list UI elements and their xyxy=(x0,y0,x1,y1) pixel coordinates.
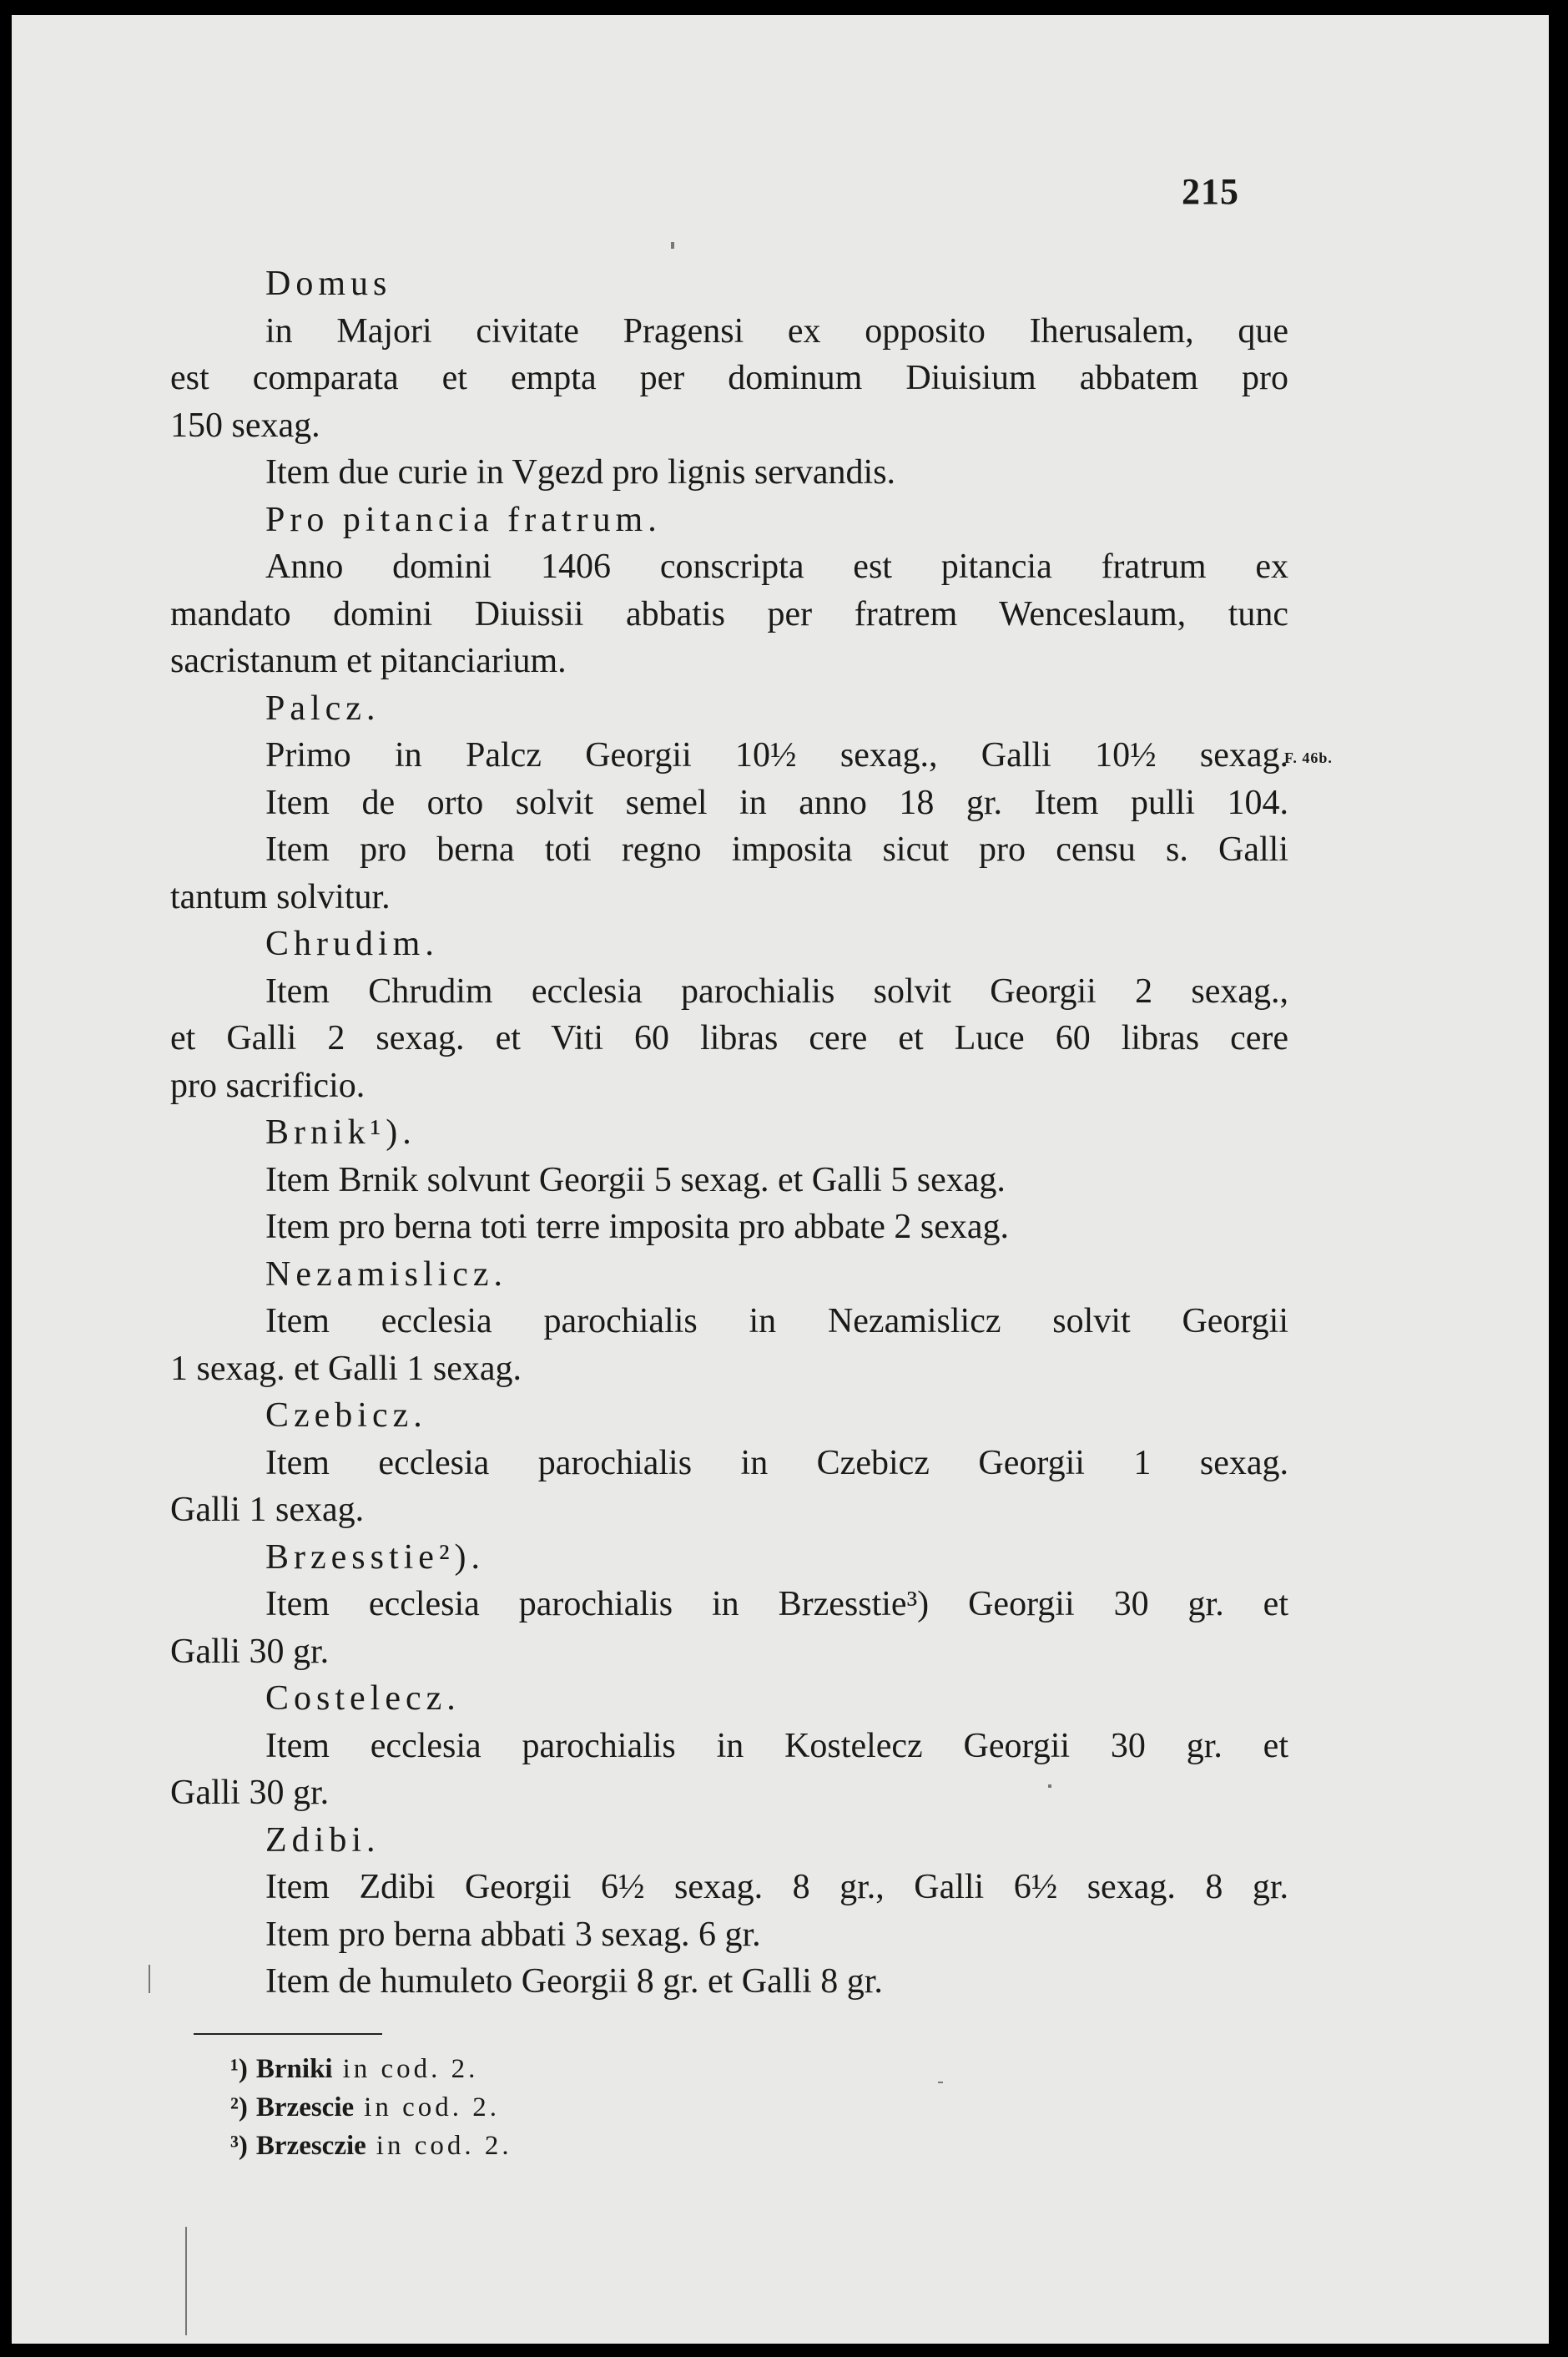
text-line: Item de humuleto Georgii 8 gr. et Galli 8 gr. xyxy=(265,1962,883,2001)
footnote xyxy=(230,2050,512,2088)
text-line: Item ecclesia parochialis in Czebicz Georgii 1 sexag. xyxy=(265,1443,1288,1482)
text-line: 150 sexag. xyxy=(170,406,320,445)
footnote-reference: in cod. 2. xyxy=(342,2054,479,2084)
footnote-mark: ¹) xyxy=(230,2054,248,2084)
section-heading: Nezamislicz. xyxy=(265,1254,508,1294)
text-line: Item ecclesia parochialis in Kostelecz Georgii 30 gr. et xyxy=(265,1726,1288,1765)
page-number: 215 xyxy=(1182,171,1239,212)
main-text xyxy=(170,260,1288,2006)
text-line: 1 sexag. et Galli 1 sexag. xyxy=(170,1349,522,1388)
section-heading: Zdibi. xyxy=(265,1820,381,1860)
section-heading: Costelecz. xyxy=(265,1679,461,1718)
text-line: Item Zdibi Georgii 6½ sexag. 8 gr., Galli 6½ sexag. 8 gr. xyxy=(265,1868,1288,1906)
section-heading: Brzesstie²). xyxy=(265,1537,486,1577)
section-heading: Palcz. xyxy=(265,689,381,728)
scan-speck xyxy=(671,242,674,249)
footnote-word: Brzescie xyxy=(255,2092,355,2122)
text-line: sacristanum et pitanciarium. xyxy=(170,642,567,680)
text-line: Anno domini 1406 conscripta est pitancia fratrum ex xyxy=(265,548,1288,586)
section-heading: Pro pitancia fratrum. xyxy=(265,500,662,539)
text-line: Galli 30 gr. xyxy=(170,1774,330,1812)
text-line: est comparata et empta per dominum Diuisium abbatem pro xyxy=(170,359,1288,397)
section-heading: Brnik¹). xyxy=(265,1113,416,1152)
section-heading: Chrudim. xyxy=(265,925,439,963)
text-line: tantum solvitur. xyxy=(170,877,391,916)
text-line: pro sacrificio. xyxy=(170,1066,366,1105)
text-line: in Majori civitate Pragensi ex opposito Iherusalem, que xyxy=(265,311,1288,351)
text-line: Primo in Palcz Georgii 10½ sexag., Galli 10½ sexag. xyxy=(265,736,1288,775)
folio-margin-note: F. 46b. xyxy=(1284,749,1333,766)
text-line: Item Chrudim ecclesia parochialis solvit Georgii 2 sexag., xyxy=(265,972,1288,1011)
section-heading: Czebicz. xyxy=(265,1396,427,1435)
text-line: Item ecclesia parochialis in Brzesstie³) Georgii 30 gr. et xyxy=(265,1585,1288,1623)
text-line: Item pro berna toti regno imposita sicut pro censu s. Galli xyxy=(265,830,1288,869)
document-page xyxy=(12,15,1549,2344)
text-line: Item Brnik solvunt Georgii 5 sexag. et Galli 5 sexag. xyxy=(265,1160,1006,1199)
footnote-mark: ³) xyxy=(230,2131,248,2161)
text-line: Galli 1 sexag. xyxy=(170,1491,365,1529)
footnote xyxy=(230,2088,512,2127)
section-heading: Domus xyxy=(265,265,392,303)
footnote-word: Brzesczie xyxy=(255,2131,366,2161)
footnote-word: Brniki xyxy=(255,2054,333,2084)
scan-speck xyxy=(938,2082,943,2083)
footnote-rule xyxy=(194,2033,382,2035)
footnotes xyxy=(230,2050,512,2165)
footnote xyxy=(230,2127,512,2165)
text-line: Galli 30 gr. xyxy=(170,1632,330,1671)
text-line: et Galli 2 sexag. et Viti 60 libras cere et Luce 60 libras cere xyxy=(170,1019,1288,1057)
footnote-reference: in cod. 2. xyxy=(376,2131,512,2161)
text-line: mandato domini Diuissii abbatis per fratrem Wenceslaum, tunc xyxy=(170,594,1288,633)
text-line: Item ecclesia parochialis in Nezamislicz solvit Georgii xyxy=(265,1302,1288,1340)
scan-speck xyxy=(1048,1784,1051,1788)
text-line: Item pro berna toti terre imposita pro abbate 2 sexag. xyxy=(265,1208,1010,1246)
footnote-reference: in cod. 2. xyxy=(364,2092,500,2122)
text-line: Item pro berna abbati 3 sexag. 6 gr. xyxy=(265,1915,761,1954)
scan-speck xyxy=(149,1965,150,1993)
text-line: Item de orto solvit semel in anno 18 gr. Item pulli 104. xyxy=(265,783,1288,822)
scan-speck xyxy=(185,2227,187,2335)
text-line: Item due curie in Vgezd pro lignis servandis. xyxy=(265,453,896,492)
footnote-mark: ²) xyxy=(230,2092,248,2122)
